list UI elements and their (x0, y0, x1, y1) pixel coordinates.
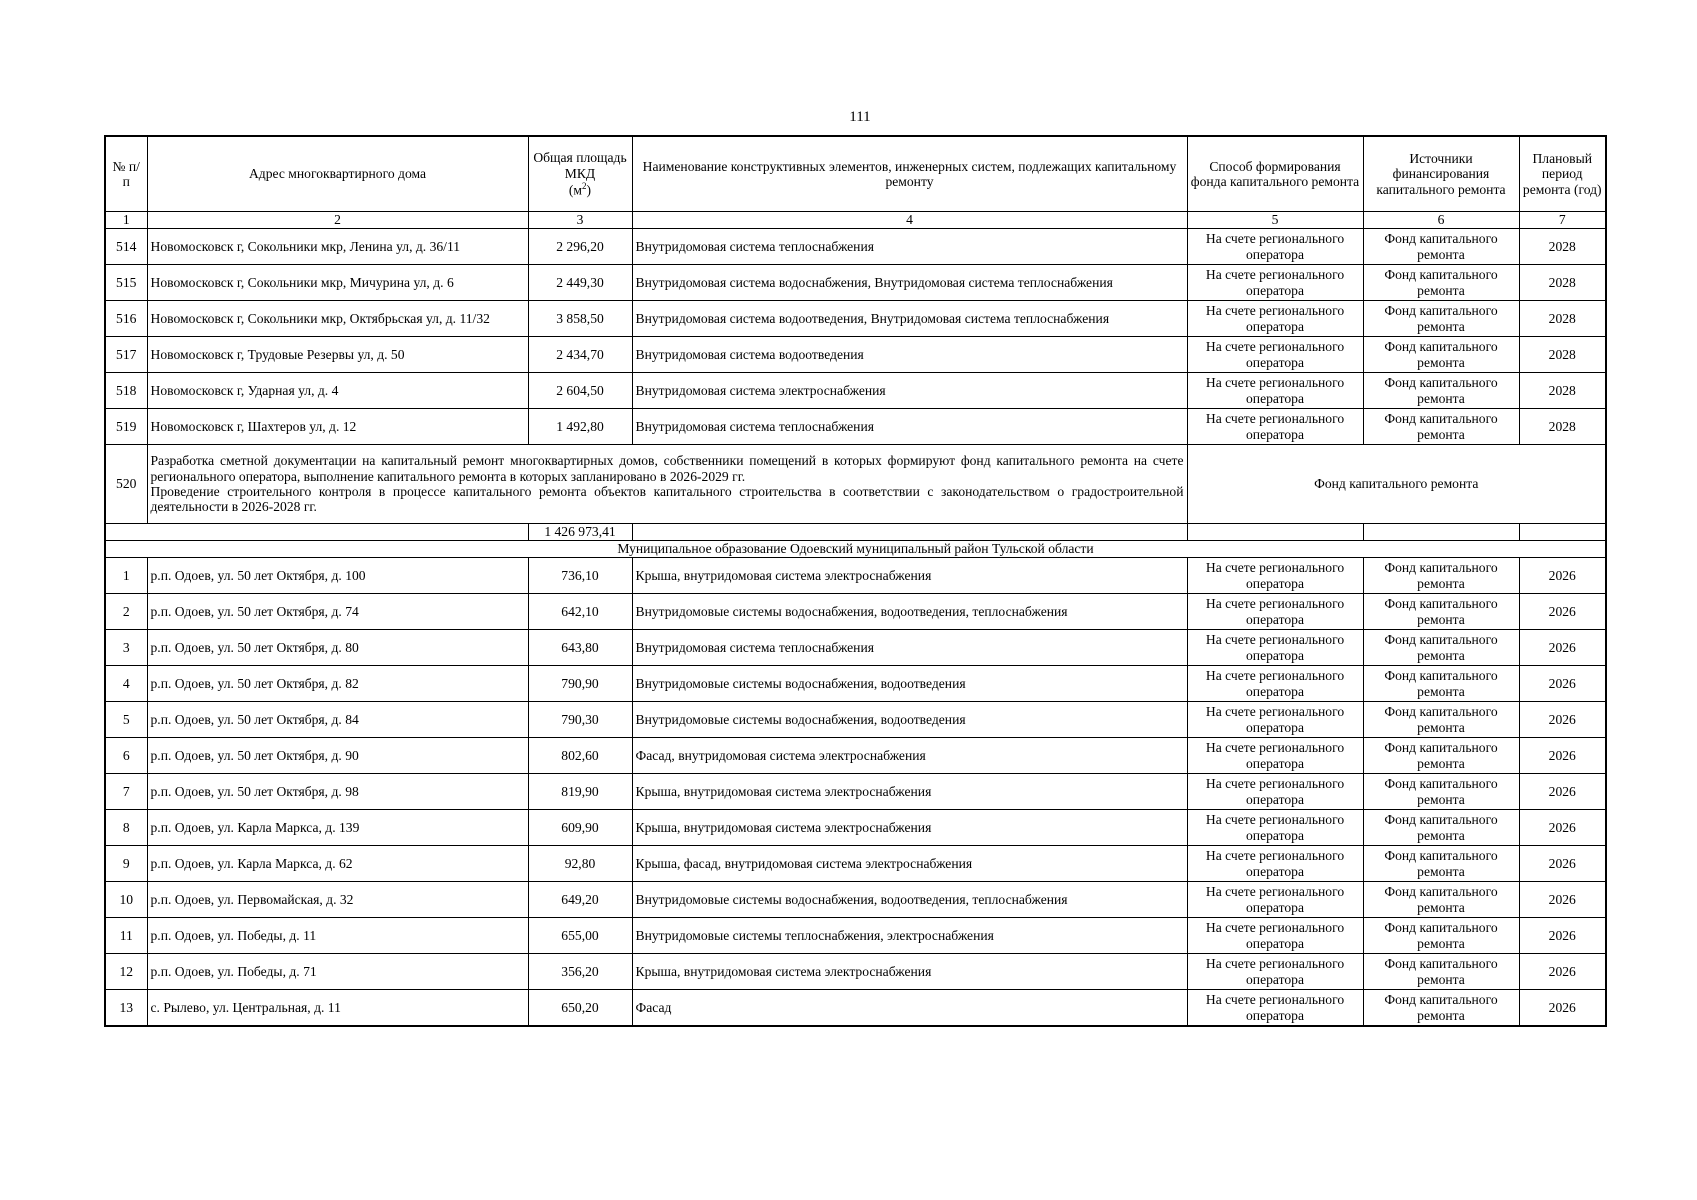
header-sources: Источники финансирования капитального ремонта (1363, 136, 1519, 212)
table-body (105, 229, 1606, 1027)
row-area: 2 434,70 (528, 337, 632, 373)
row-method: На счете регионального оператора (1187, 409, 1363, 445)
row-address: Новомосковск г, Сокольники мкр, Октябрьская ул, д. 11/32 (147, 301, 528, 337)
row-number: 519 (105, 409, 147, 445)
row-method: На счете регионального оператора (1187, 229, 1363, 265)
row-year: 2026 (1519, 702, 1606, 738)
row-area: 736,10 (528, 558, 632, 594)
header-area (528, 136, 632, 212)
table-row (105, 846, 1606, 882)
row-year: 2028 (1519, 265, 1606, 301)
table-row (105, 301, 1606, 337)
header-elements: Наименование конструктивных элементов, инженерных систем, подлежащих капитальному ремонту (632, 136, 1187, 212)
header-period: Плановый период ремонта (год) (1519, 136, 1606, 212)
table-row (105, 918, 1606, 954)
row-method: На счете регионального оператора (1187, 666, 1363, 702)
row-number: 6 (105, 738, 147, 774)
row-elements: Фасад (632, 990, 1187, 1027)
row-address: Новомосковск г, Ударная ул, д. 4 (147, 373, 528, 409)
column-number: 5 (1187, 212, 1363, 229)
row-year: 2028 (1519, 337, 1606, 373)
row-source: Фонд капитального ремонта (1363, 774, 1519, 810)
row-source: Фонд капитального ремонта (1363, 810, 1519, 846)
table-row (105, 882, 1606, 918)
row-year: 2026 (1519, 990, 1606, 1027)
row-year: 2028 (1519, 409, 1606, 445)
table-row (105, 337, 1606, 373)
row-source: Фонд капитального ремонта (1363, 265, 1519, 301)
row-elements: Внутридомовые системы водоснабжения, водоотведения, теплоснабжения (632, 594, 1187, 630)
table-row (105, 373, 1606, 409)
row-source: Фонд капитального ремонта (1363, 882, 1519, 918)
table-row (105, 666, 1606, 702)
row-area: 819,90 (528, 774, 632, 810)
row-year: 2026 (1519, 882, 1606, 918)
table-row (105, 558, 1606, 594)
row-method: На счете регионального оператора (1187, 990, 1363, 1027)
row-year: 2026 (1519, 594, 1606, 630)
row-elements: Крыша, внутридомовая система электроснабжения (632, 774, 1187, 810)
row-number: 11 (105, 918, 147, 954)
row-year: 2028 (1519, 301, 1606, 337)
row-elements: Внутридомовые системы водоснабжения, водоотведения (632, 702, 1187, 738)
row-source: Фонд капитального ремонта (1363, 918, 1519, 954)
header-area-unit: (м (568, 182, 583, 198)
table-row (105, 702, 1606, 738)
table-row (105, 594, 1606, 630)
row-method: На счете регионального оператора (1187, 337, 1363, 373)
row-year: 2026 (1519, 558, 1606, 594)
row-source: Фонд капитального ремонта (1363, 229, 1519, 265)
row-area: 655,00 (528, 918, 632, 954)
row-source: Фонд капитального ремонта (1363, 990, 1519, 1027)
row-address: Новомосковск г, Сокольники мкр, Мичурина ул, д. 6 (147, 265, 528, 301)
row-source: Фонд капитального ремонта (1363, 409, 1519, 445)
header-area-sup: 2 (582, 180, 587, 191)
row-year: 2026 (1519, 954, 1606, 990)
row-method: На счете регионального оператора (1187, 702, 1363, 738)
table-header (105, 136, 1606, 212)
row-source: Фонд капитального ремонта (1363, 630, 1519, 666)
note-source: Фонд капитального ремонта (1187, 445, 1606, 524)
header-address: Адрес многоквартирного дома (147, 136, 528, 212)
table-row (105, 409, 1606, 445)
row-address: с. Рылево, ул. Центральная, д. 11 (147, 990, 528, 1027)
row-area: 790,30 (528, 702, 632, 738)
row-area: 802,60 (528, 738, 632, 774)
column-number: 7 (1519, 212, 1606, 229)
row-number: 4 (105, 666, 147, 702)
row-elements: Внутридомовая система электроснабжения (632, 373, 1187, 409)
row-source: Фонд капитального ремонта (1363, 373, 1519, 409)
header-area-close: ) (586, 182, 592, 198)
row-elements: Внутридомовая система водоотведения (632, 337, 1187, 373)
row-area: 609,90 (528, 810, 632, 846)
column-number: 3 (528, 212, 632, 229)
row-area: 356,20 (528, 954, 632, 990)
row-area: 649,20 (528, 882, 632, 918)
row-year: 2026 (1519, 738, 1606, 774)
row-elements: Внутридомовая система водоснабжения, Внутридомовая система теплоснабжения (632, 265, 1187, 301)
row-elements: Внутридомовая система теплоснабжения (632, 409, 1187, 445)
row-address: р.п. Одоев, ул. Победы, д. 11 (147, 918, 528, 954)
note-row (105, 445, 1606, 524)
row-year: 2026 (1519, 666, 1606, 702)
row-number: 5 (105, 702, 147, 738)
row-method: На счете регионального оператора (1187, 846, 1363, 882)
row-number: 520 (105, 445, 147, 524)
row-elements: Фасад, внутридомовая система электроснабжения (632, 738, 1187, 774)
row-number: 2 (105, 594, 147, 630)
row-source: Фонд капитального ремонта (1363, 702, 1519, 738)
row-number: 1 (105, 558, 147, 594)
row-address: р.п. Одоев, ул. Карла Маркса, д. 62 (147, 846, 528, 882)
row-source: Фонд капитального ремонта (1363, 594, 1519, 630)
row-address: р.п. Одоев, ул. 50 лет Октября, д. 100 (147, 558, 528, 594)
row-number: 517 (105, 337, 147, 373)
section-row (105, 541, 1606, 558)
total-empty-cell (632, 524, 1187, 541)
row-address: р.п. Одоев, ул. 50 лет Октября, д. 84 (147, 702, 528, 738)
table-row (105, 810, 1606, 846)
row-method: На счете регионального оператора (1187, 265, 1363, 301)
row-area: 2 449,30 (528, 265, 632, 301)
page-number: 111 (849, 109, 871, 125)
total-empty-cell (1519, 524, 1606, 541)
table-row (105, 990, 1606, 1027)
row-address: р.п. Одоев, ул. 50 лет Октября, д. 82 (147, 666, 528, 702)
row-method: На счете регионального оператора (1187, 774, 1363, 810)
row-method: На счете регионального оператора (1187, 882, 1363, 918)
row-elements: Внутридомовая система теплоснабжения (632, 229, 1187, 265)
row-area: 643,80 (528, 630, 632, 666)
row-method: На счете регионального оператора (1187, 630, 1363, 666)
row-area: 650,20 (528, 990, 632, 1027)
row-source: Фонд капитального ремонта (1363, 954, 1519, 990)
row-number: 12 (105, 954, 147, 990)
row-source: Фонд капитального ремонта (1363, 666, 1519, 702)
row-elements: Внутридомовые системы водоснабжения, водоотведения, теплоснабжения (632, 882, 1187, 918)
row-address: р.п. Одоев, ул. 50 лет Октября, д. 90 (147, 738, 528, 774)
table-row (105, 265, 1606, 301)
row-number: 8 (105, 810, 147, 846)
total-row (105, 524, 1606, 541)
row-address: р.п. Одоев, ул. 50 лет Октября, д. 74 (147, 594, 528, 630)
row-year: 2026 (1519, 630, 1606, 666)
row-address: Новомосковск г, Сокольники мкр, Ленина ул, д. 36/11 (147, 229, 528, 265)
row-address: Новомосковск г, Трудовые Резервы ул, д. 50 (147, 337, 528, 373)
row-elements: Внутридомовые системы теплоснабжения, электроснабжения (632, 918, 1187, 954)
total-area: 1 426 973,41 (528, 524, 632, 541)
header-area-label: Общая площадь МКД (533, 150, 627, 181)
row-elements: Крыша, фасад, внутридомовая система электроснабжения (632, 846, 1187, 882)
row-number: 514 (105, 229, 147, 265)
row-area: 790,90 (528, 666, 632, 702)
row-number: 3 (105, 630, 147, 666)
total-empty-cell (1363, 524, 1519, 541)
row-method: На счете регионального оператора (1187, 738, 1363, 774)
row-source: Фонд капитального ремонта (1363, 846, 1519, 882)
row-address: р.п. Одоев, ул. 50 лет Октября, д. 80 (147, 630, 528, 666)
total-label-cell (105, 524, 528, 541)
row-number: 13 (105, 990, 147, 1027)
row-number: 10 (105, 882, 147, 918)
capital-repair-table (104, 135, 1607, 1027)
table-row (105, 774, 1606, 810)
row-area: 2 296,20 (528, 229, 632, 265)
row-area: 92,80 (528, 846, 632, 882)
column-number: 6 (1363, 212, 1519, 229)
row-address: р.п. Одоев, ул. Первомайская, д. 32 (147, 882, 528, 918)
row-year: 2026 (1519, 810, 1606, 846)
row-method: На счете регионального оператора (1187, 558, 1363, 594)
table-row (105, 954, 1606, 990)
row-address: Новомосковск г, Шахтеров ул, д. 12 (147, 409, 528, 445)
row-year: 2028 (1519, 229, 1606, 265)
row-method: На счете регионального оператора (1187, 373, 1363, 409)
row-number: 7 (105, 774, 147, 810)
note-text-control: Проведение строительного контроля в процессе капитального ремонта объектов капитального строительства в соответствии с законодательством о градостроительной деятельности в 2026-2028 гг. (150, 484, 1184, 515)
row-year: 2026 (1519, 918, 1606, 954)
row-number: 9 (105, 846, 147, 882)
row-address: р.п. Одоев, ул. Карла Маркса, д. 139 (147, 810, 528, 846)
row-method: На счете регионального оператора (1187, 301, 1363, 337)
row-area: 3 858,50 (528, 301, 632, 337)
row-source: Фонд капитального ремонта (1363, 558, 1519, 594)
row-source: Фонд капитального ремонта (1363, 337, 1519, 373)
row-area: 642,10 (528, 594, 632, 630)
row-elements: Внутридомовая система водоотведения, Внутридомовая система теплоснабжения (632, 301, 1187, 337)
table-row (105, 630, 1606, 666)
note-text (147, 445, 1187, 524)
row-method: На счете регионального оператора (1187, 954, 1363, 990)
row-year: 2026 (1519, 774, 1606, 810)
total-empty-cell (1187, 524, 1363, 541)
row-year: 2028 (1519, 373, 1606, 409)
column-number: 2 (147, 212, 528, 229)
row-method: На счете регионального оператора (1187, 918, 1363, 954)
column-number: 4 (632, 212, 1187, 229)
row-number: 516 (105, 301, 147, 337)
header-num: № п/п (105, 136, 147, 212)
table-row (105, 229, 1606, 265)
column-number: 1 (105, 212, 147, 229)
row-number: 518 (105, 373, 147, 409)
note-text-development: Разработка сметной документации на капитальный ремонт многоквартирных домов, собственники помещений в которых формируют фонд капитального ремонта на счете регионального оператора, выполнение капитального ремонта в которых запланировано в 2026-2029 гг. (150, 453, 1184, 484)
row-elements: Внутридомовая система теплоснабжения (632, 630, 1187, 666)
row-elements: Крыша, внутридомовая система электроснабжения (632, 954, 1187, 990)
row-address: р.п. Одоев, ул. Победы, д. 71 (147, 954, 528, 990)
row-address: р.п. Одоев, ул. 50 лет Октября, д. 98 (147, 774, 528, 810)
row-method: На счете регионального оператора (1187, 810, 1363, 846)
table-row (105, 738, 1606, 774)
row-method: На счете регионального оператора (1187, 594, 1363, 630)
row-elements: Крыша, внутридомовая система электроснабжения (632, 558, 1187, 594)
row-area: 2 604,50 (528, 373, 632, 409)
row-source: Фонд капитального ремонта (1363, 738, 1519, 774)
row-number: 515 (105, 265, 147, 301)
row-source: Фонд капитального ремонта (1363, 301, 1519, 337)
header-method: Способ формирования фонда капитального ремонта (1187, 136, 1363, 212)
row-elements: Крыша, внутридомовая система электроснабжения (632, 810, 1187, 846)
row-area: 1 492,80 (528, 409, 632, 445)
section-title: Муниципальное образование Одоевский муниципальный район Тульской области (105, 541, 1606, 558)
row-elements: Внутридомовые системы водоснабжения, водоотведения (632, 666, 1187, 702)
row-year: 2026 (1519, 846, 1606, 882)
column-number-row (105, 212, 1606, 229)
